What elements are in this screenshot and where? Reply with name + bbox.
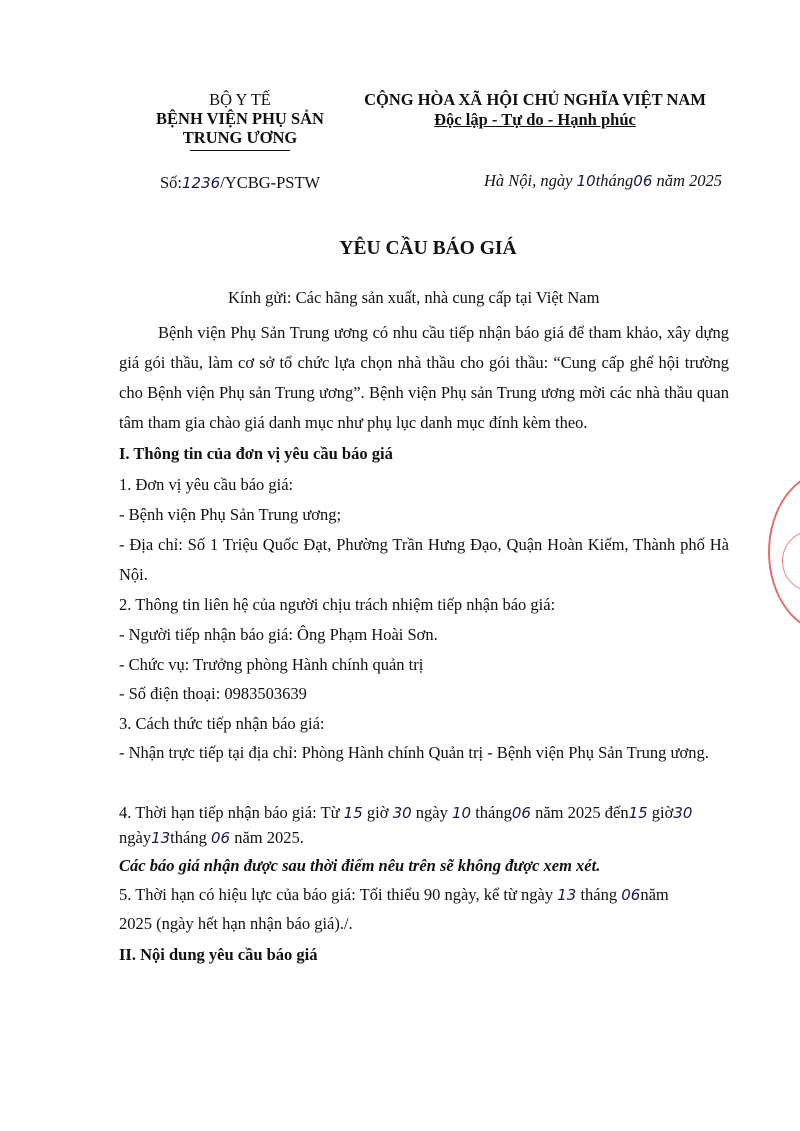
item4-text-hour1: giờ <box>366 803 389 822</box>
item4-text-from: 4. Thời hạn tiếp nhận báo giá: Từ <box>119 803 340 822</box>
item4-text-month1: tháng <box>475 803 512 822</box>
item4-day2-handwritten: 13 <box>151 829 171 847</box>
item5-text-year: năm <box>640 885 669 904</box>
republic-name: CỘNG HÒA XÃ HỘI CHỦ NGHĨA VIỆT NAM <box>364 90 706 109</box>
item3-method: - Nhận trực tiếp tại địa chỉ: Phòng Hành chính Quản trị - Bệnh viện Phụ Sản Trung ương. <box>119 743 709 762</box>
item3-title: 3. Cách thức tiếp nhận báo giá: <box>119 714 325 733</box>
date-suffix: năm 2025 <box>656 171 723 190</box>
intro-paragraph: Bệnh viện Phụ Sản Trung ương có nhu cầu tiếp nhận báo giá để tham khảo, xây dựng giá gói thầu, làm cơ sở tổ chức lựa chọn nhà thầu cho gói thầu: “Cung cấp ghế hội trường cho Bệnh viện Phụ sản Trung ương”. Bệnh viện Phụ sản Trung ương mời các nhà thầu quan tâm tham gia chào giá danh mục như phụ lục danh mục đính kèm theo. <box>119 323 729 432</box>
item5-line1 <box>119 885 669 905</box>
hospital-name-line1: BỆNH VIỆN PHỤ SẢN <box>156 109 324 128</box>
item5-line2: 2025 (ngày hết hạn nhận báo giá)./. <box>119 914 353 933</box>
document-date <box>484 171 722 191</box>
header-left-rule <box>190 150 290 151</box>
item4-text-month2: tháng <box>170 828 207 847</box>
item4-text-day1: ngày <box>415 803 448 822</box>
item2-title: 2. Thông tin liên hệ của người chịu trách nhiệm tiếp nhận báo giá: <box>119 595 556 614</box>
number-handwritten: 1236 <box>182 174 221 192</box>
section1-heading: I. Thông tin của đơn vị yêu cầu báo giá <box>119 444 393 463</box>
number-prefix: Số: <box>160 173 183 192</box>
number-suffix: /YCBG-PSTW <box>220 173 321 192</box>
item5-text-month: tháng <box>580 885 618 904</box>
date-prefix: Hà Nội, ngày <box>484 171 573 190</box>
item4-line2 <box>119 828 304 848</box>
item5-day-handwritten: 13 <box>557 886 577 904</box>
item4-text-day2: ngày <box>119 828 152 847</box>
item4-month1-handwritten: 06 <box>511 804 531 822</box>
section2-heading: II. Nội dung yêu cầu báo giá <box>119 945 318 964</box>
hospital-name-line2: TRUNG ƯƠNG <box>182 128 298 147</box>
item5-month-handwritten: 06 <box>621 886 641 904</box>
item2-person: - Người tiếp nhận báo giá: Ông Phạm Hoài Sơn. <box>119 625 438 644</box>
item4-text-year2: năm 2025. <box>234 828 304 847</box>
national-motto: Độc lập - Tự do - Hạnh phúc <box>434 110 636 129</box>
item4-line1 <box>119 803 692 823</box>
item4-hour1-handwritten: 15 <box>343 804 363 822</box>
item4-month2-handwritten: 06 <box>210 829 231 847</box>
document-title: YÊU CẦU BÁO GIÁ <box>339 238 517 259</box>
recipient-line: Kính gửi: Các hãng sản xuất, nhà cung cấp tại Việt Nam <box>228 288 600 307</box>
item1-unit: - Bệnh viện Phụ Sản Trung ương; <box>119 505 342 524</box>
item4-day1-handwritten: 10 <box>451 804 472 822</box>
item4-text-year-to: năm 2025 đến <box>535 803 629 822</box>
item2-position: - Chức vụ: Trưởng phòng Hành chính quản trị <box>119 655 424 674</box>
item5-text: 5. Thời hạn có hiệu lực của báo giá: Tối thiểu 90 ngày, kể từ ngày <box>119 885 554 904</box>
item4-min2-handwritten: 30 <box>673 804 693 822</box>
item1-title: 1. Đơn vị yêu cầu báo giá: <box>119 475 294 494</box>
date-month-label: tháng <box>595 171 634 190</box>
document-number <box>160 173 320 193</box>
item2-phone: - Số điện thoại: 0983503639 <box>119 684 307 703</box>
date-day-handwritten: 10 <box>576 172 596 190</box>
item4-hour2-handwritten: 15 <box>628 804 648 822</box>
ministry-name: BỘ Y TẾ <box>209 90 271 109</box>
item1-address: - Địa chỉ: Số 1 Triệu Quốc Đạt, Phường Trần Hưng Đạo, Quận Hoàn Kiếm, Thành phố Hà Nội. <box>119 535 729 584</box>
item4-text-hour2: giờ <box>651 803 674 822</box>
item4-min1-handwritten: 30 <box>392 804 412 822</box>
item4-note: Các báo giá nhận được sau thời điểm nêu trên sẽ không được xem xét. <box>119 856 601 875</box>
date-month-handwritten: 06 <box>633 172 653 190</box>
